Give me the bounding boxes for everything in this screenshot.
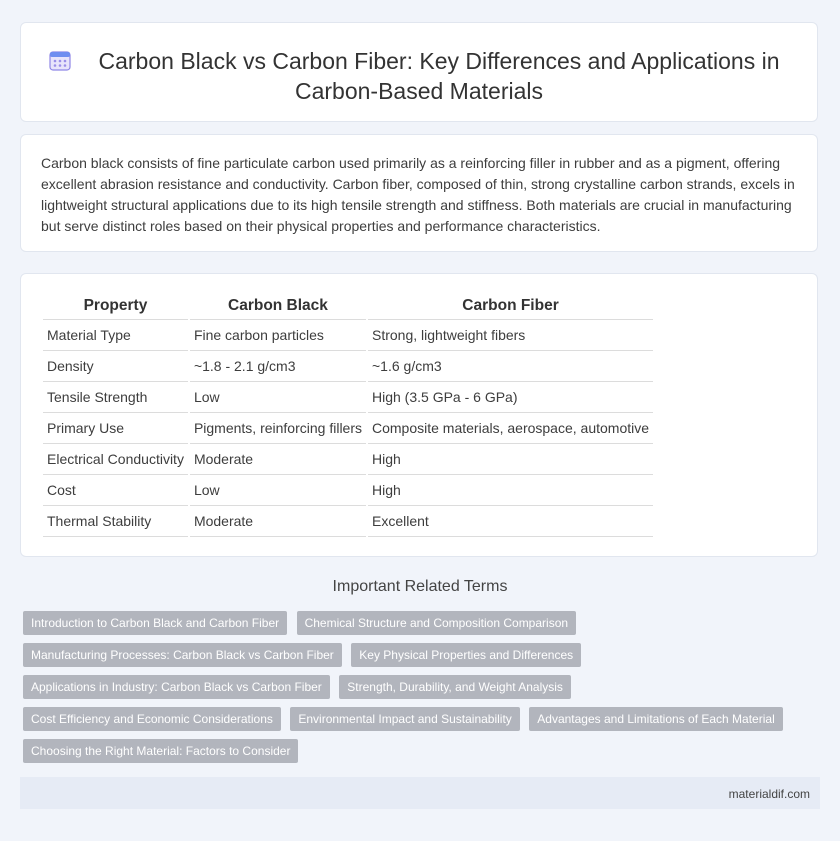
related-term-tag[interactable]: Choosing the Right Material: Factors to Consider — [23, 739, 298, 763]
related-term-tag[interactable]: Strength, Durability, and Weight Analysis — [339, 675, 571, 699]
table-cell: Density — [43, 350, 188, 381]
footer — [20, 777, 820, 809]
page-title-line-1: Carbon Black vs Carbon Fiber: Key Differences and Applications in — [98, 48, 780, 74]
related-term-tag[interactable]: Applications in Industry: Carbon Black vs Carbon Fiber — [23, 675, 330, 699]
table-cell: Low — [190, 381, 366, 412]
related-terms-list — [23, 611, 813, 771]
header-carbon-fiber: Carbon Fiber — [462, 297, 559, 314]
table-cell: High (3.5 GPa - 6 GPa) — [368, 381, 653, 412]
related-term-tag[interactable]: Introduction to Carbon Black and Carbon Fiber — [23, 611, 287, 635]
table-row — [43, 505, 653, 537]
page-title-line-2: Carbon-Based Materials — [294, 78, 543, 104]
footer-site-link[interactable]: materialdif.com — [728, 787, 810, 801]
table-row — [43, 443, 653, 474]
table-cell: Tensile Strength — [43, 381, 188, 412]
table-row — [43, 381, 653, 412]
related-term-tag[interactable]: Chemical Structure and Composition Comparison — [297, 611, 576, 635]
page-title — [21, 46, 817, 106]
table-cell: High — [368, 443, 653, 474]
table-cell: Excellent — [368, 505, 653, 537]
related-term-tag[interactable]: Key Physical Properties and Differences — [351, 643, 581, 667]
related-term-tag[interactable]: Manufacturing Processes: Carbon Black vs Carbon Fiber — [23, 643, 342, 667]
table-cell: Material Type — [43, 319, 188, 350]
header-property: Property — [83, 297, 148, 314]
table-cell: Pigments, reinforcing fillers — [190, 412, 366, 443]
related-term-tag[interactable]: Environmental Impact and Sustainability — [290, 707, 519, 731]
title-card — [20, 22, 818, 122]
table-row — [43, 350, 653, 381]
related-term-tag[interactable]: Cost Efficiency and Economic Considerations — [23, 707, 281, 731]
table-cell: Strong, lightweight fibers — [368, 319, 653, 350]
table-cell: Thermal Stability — [43, 505, 188, 537]
table-cell: Low — [190, 474, 366, 505]
table-row — [43, 412, 653, 443]
table-cell: ~1.6 g/cm3 — [368, 350, 653, 381]
related-term-tag[interactable]: Advantages and Limitations of Each Material — [529, 707, 782, 731]
table-cell: Fine carbon particles — [190, 319, 366, 350]
table-cell: Moderate — [190, 505, 366, 537]
table-row — [43, 319, 653, 350]
intro-card — [20, 134, 818, 252]
table-cell: Composite materials, aerospace, automotive — [368, 412, 653, 443]
table-header-row — [43, 293, 653, 319]
table-cell: ~1.8 - 2.1 g/cm3 — [190, 350, 366, 381]
intro-paragraph: Carbon black consists of fine particulate carbon used primarily as a reinforcing filler in rubber and as a pigment, offering excellent abrasion resistance and conductivity. Carbon fiber, composed of thin, strong crystalline carbon strands, excels in lightweight structural applications due to its high tensile strength and stiffness. Both materials are crucial in manufacturing but serve distinct roles based on their physical properties and performance characteristics. — [41, 155, 795, 234]
table-cell: High — [368, 474, 653, 505]
related-terms-heading: Important Related Terms — [332, 578, 508, 595]
table-cell: Cost — [43, 474, 188, 505]
table-row — [43, 474, 653, 505]
table-cell: Moderate — [190, 443, 366, 474]
comparison-card — [20, 273, 818, 557]
table-cell: Primary Use — [43, 412, 188, 443]
table-cell: Electrical Conductivity — [43, 443, 188, 474]
comparison-table — [41, 293, 655, 537]
header-carbon-black: Carbon Black — [228, 297, 328, 314]
